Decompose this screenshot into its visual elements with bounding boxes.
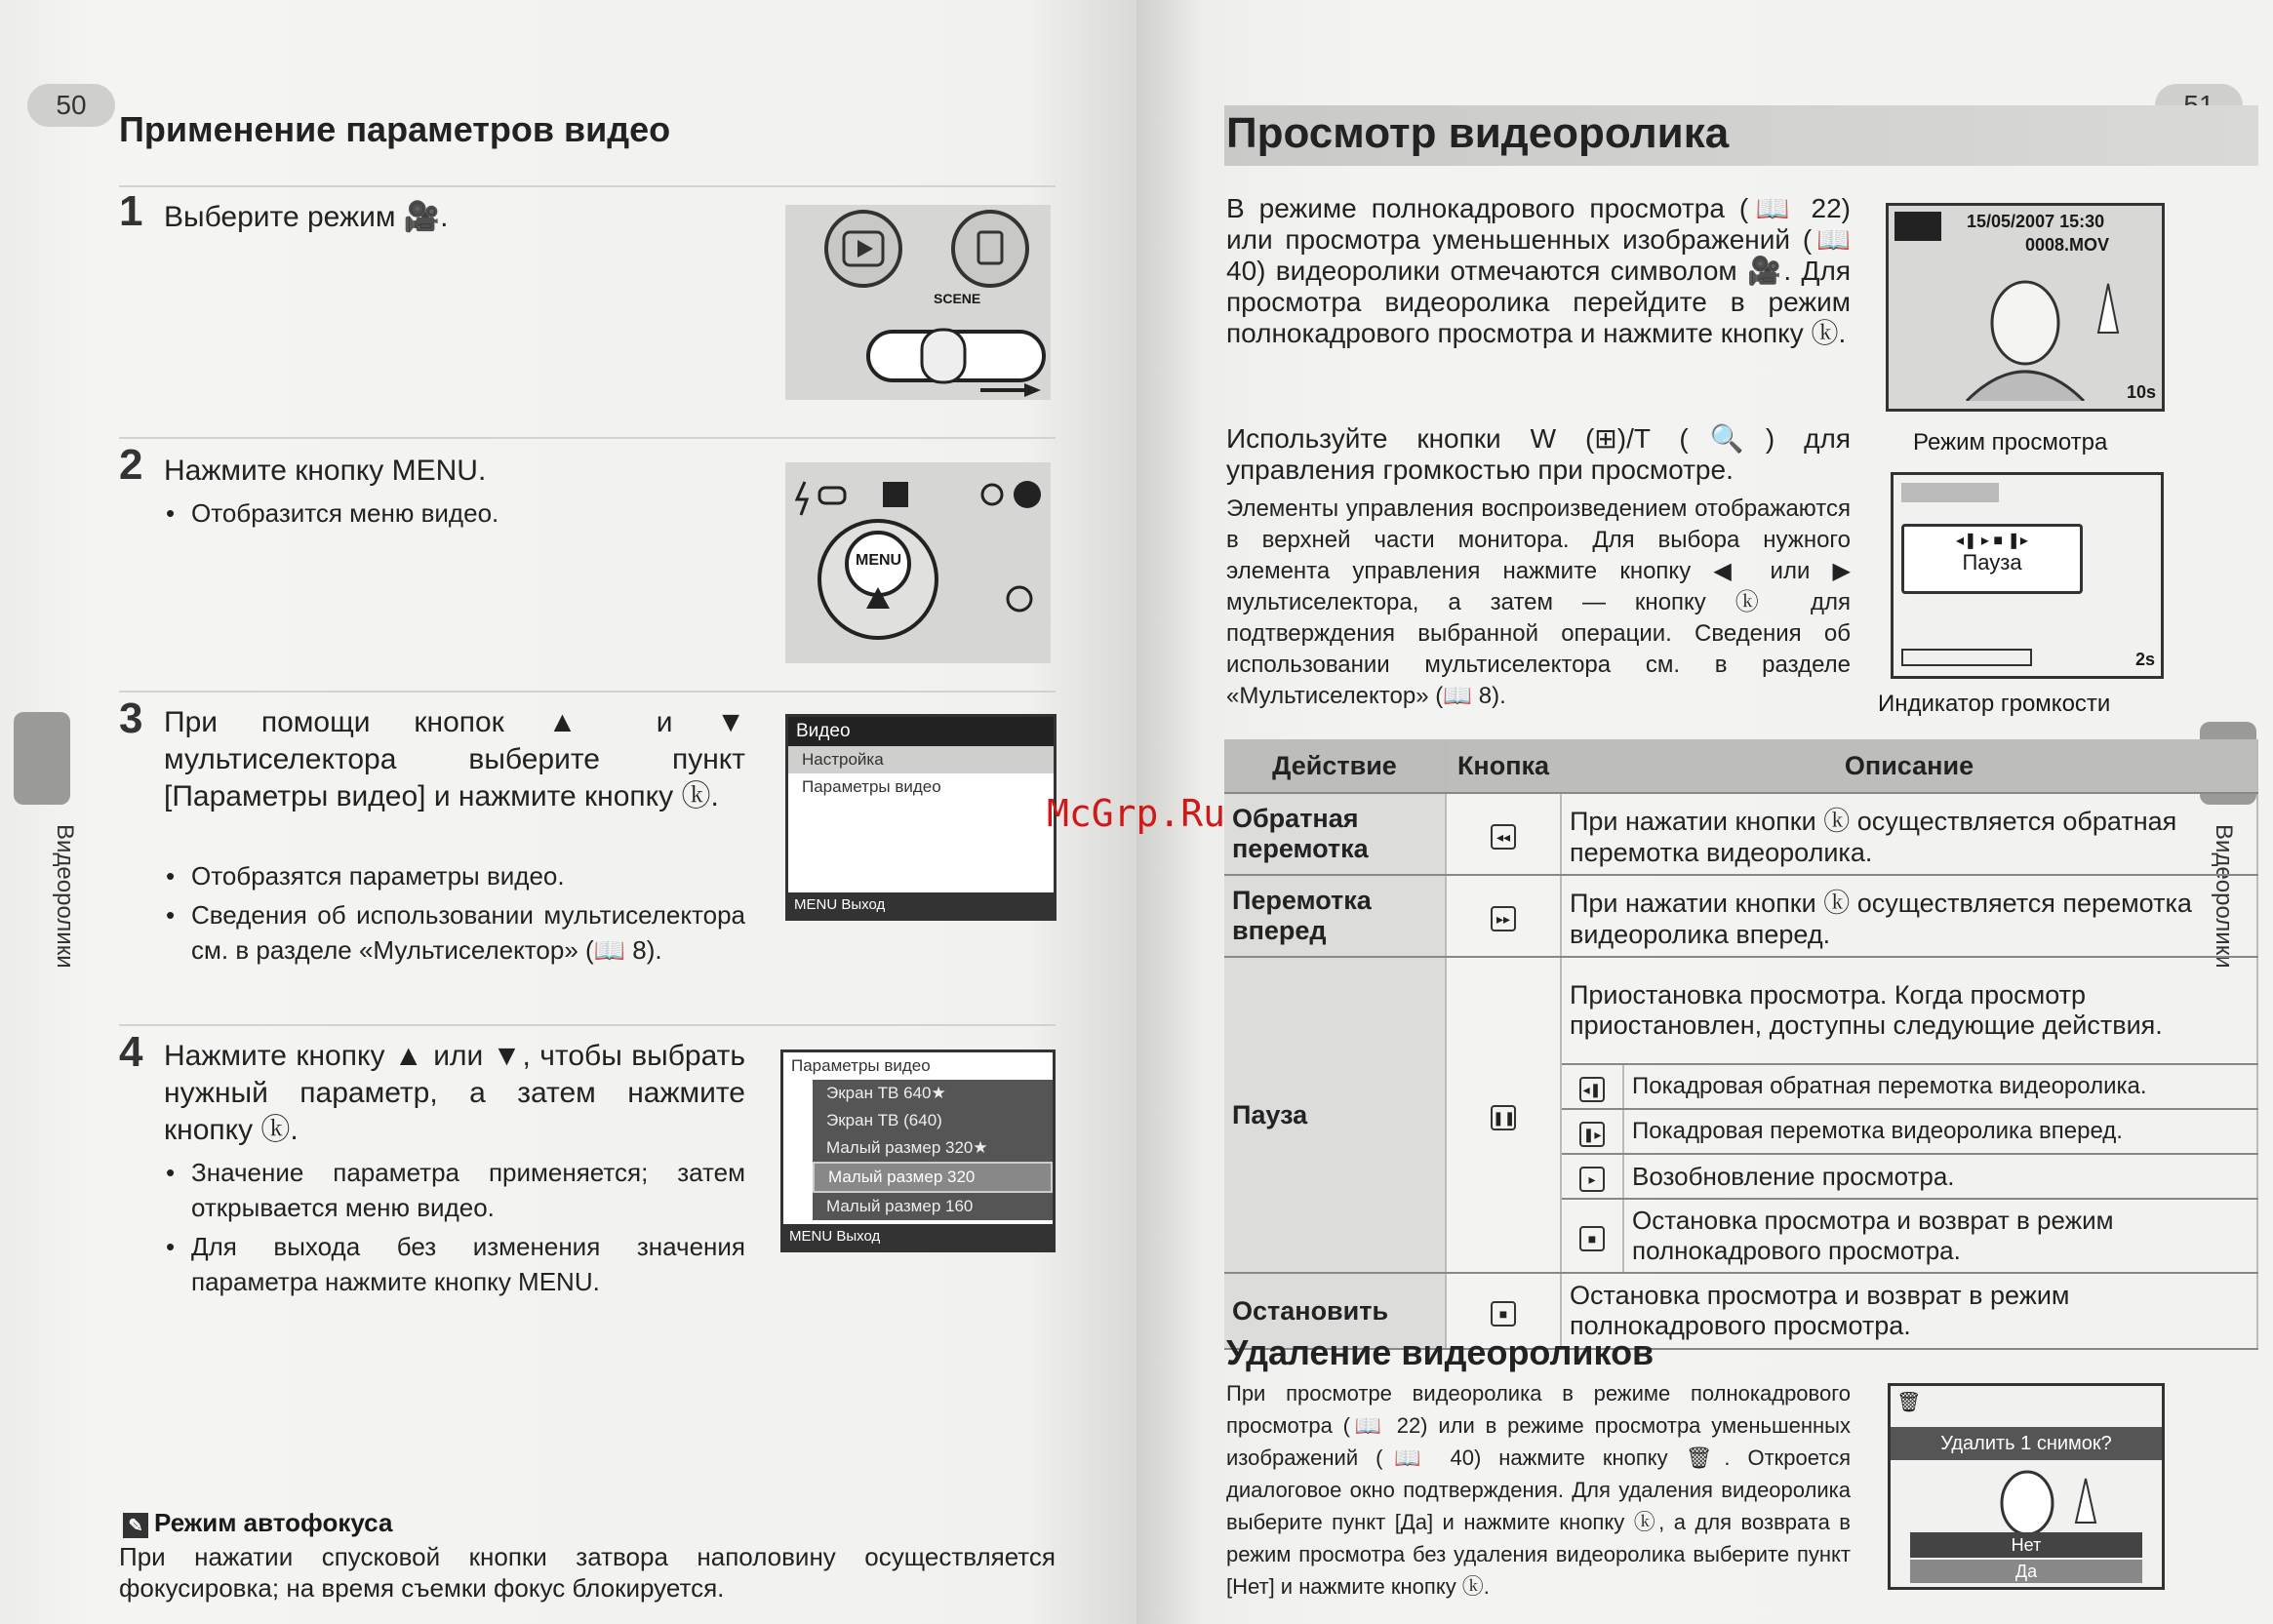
controls-paragraph: Элементы управления воспроизведением отображаются в верхней части монитора. Для выбора нужного элемента управления нажмите кнопку ◀ или ▶ мультиселектора, а затем — кнопку ⓚ для подтверждения выбранной операции. Сведения об использовании мультиселектора см. в разделе «Мультиселектор» (📖 8). [1226,495,1851,709]
pause-label: Пауза [1962,550,2022,574]
table-header: Описание [1561,739,2257,793]
frame-controls[interactable]: ◂❚ ▸ ■ ❚▸ [1956,533,2028,549]
delete-dialog-screen [1888,1383,2165,1590]
fast-forward-icon: ▸▸ [1491,906,1516,931]
divider [119,1024,1056,1026]
step-bullet: • Отобразится меню видео. [191,495,738,531]
frame-advance-icon: ❚▸ [1579,1122,1605,1147]
table-row [1224,875,2257,957]
page-number: 50 [27,84,115,127]
step-text: Выберите режим 🎥. [164,201,449,233]
divider [119,185,1056,187]
sub-action-text: Остановка просмотра и возврат в режим полнокадрового просмотра. [1623,1199,2257,1273]
delete-paragraph: При просмотре видеоролика в режиме полнокадрового просмотра (📖 22) или в режиме просмотра уменьшенных изображений (📖 40) нажмите кнопку 🗑. Откроется диалоговое окно подтверждения. Для удаления видеоролика выберите пункт [Да] и нажмите кнопку ⓚ, а для возврата в режим просмотра без удаления видеоролика выберите пункт [Нет] и нажмите кнопку ⓚ. [1226,1381,1851,1599]
screen-caption: Режим просмотра [1913,429,2108,456]
table-header: Кнопка [1446,739,1561,793]
camera-menu-illustration [785,462,1051,663]
page-title: Применение параметров видео [119,109,671,149]
page-title: Просмотр видеоролика [1226,109,1730,157]
step-number: 3 [119,694,143,742]
pause-screen [1891,472,2164,679]
step-text: Нажмите кнопку MENU. [164,455,487,487]
screen-date: 15/05/2007 15:30 [1967,212,2105,231]
intro-paragraph: В режиме полнокадрового просмотра (📖 22) или просмотра уменьшенных изображений (📖 40) видеоролики отмечаются символом 🎥. Для просмотра видеоролика перейдите в режим полнокадрового просмотра и нажмите кнопку ⓚ. [1226,193,1851,348]
trash-icon: 🗑 [1896,1392,1922,1413]
movie-icon [1894,212,1941,241]
step-bullet: • Сведения об использовании мультиселектора см. в разделе «Мультиселектор» (📖 8). [191,897,745,968]
portrait-image [1928,264,2123,401]
dialog-no-option[interactable]: Нет [1910,1532,2142,1558]
watermark: McGrp.Ru [1047,792,1226,835]
step-bullet: • Значение параметра применяется; затем открывается меню видео. [191,1155,745,1225]
sub-action-text: Возобновление просмотра. [1623,1154,2257,1199]
action-name: Перемотка вперед [1224,875,1446,957]
dialog-question: Удалить 1 снимок? [1891,1427,2162,1460]
step-number: 4 [119,1028,143,1076]
note-title [123,1508,392,1538]
menu-option[interactable]: Малый размер 320★ [813,1134,1053,1162]
scene-label: SCENE [934,291,981,306]
actions-table [1224,739,2258,1350]
pencil-icon: ✎ [123,1513,148,1538]
screen-filename: 0008.MOV [2025,235,2110,255]
menu-button-label: MENU [856,552,902,569]
action-description: Остановка просмотра и возврат в режим полнокадрового просмотра. [1561,1273,2257,1349]
menu-option-selected[interactable]: Малый размер 320 [813,1162,1053,1193]
step-bullet: • Отобразятся параметры видео. [191,858,745,893]
table-header: Действие [1224,739,1446,793]
action-name: Остановить [1224,1273,1446,1349]
step-number: 2 [119,441,143,489]
step-text: Нажмите кнопку ▲ или ▼, чтобы выбрать нужный параметр, а затем нажмите кнопку ⓚ. [164,1040,745,1146]
playback-screen [1886,203,2165,412]
step-bullet: • Для выхода без изменения значения параметра нажмите кнопку MENU. [191,1229,745,1299]
pause-icon: ❚❚ [1491,1105,1516,1130]
menu-option[interactable]: Экран ТВ (640) [813,1107,1053,1134]
sub-action-text: Покадровая обратная перемотка видеоролика. [1623,1064,2257,1109]
menu-title: Параметры видео [791,1056,931,1075]
stop-icon: ■ [1579,1226,1605,1251]
action-description: Приостановка просмотра. Когда просмотр приостановлен, доступны следующие действия. [1561,957,2257,1064]
step-number: 1 [119,187,143,235]
menu-item[interactable]: Параметры видео [802,777,941,796]
menu-footer: MENU Выход [783,1224,1053,1249]
portrait-image [1949,1464,2105,1542]
menu-option[interactable]: Экран ТВ 640★ [813,1080,1053,1107]
action-description: При нажатии кнопки ⓚ осуществляется перемотка видеоролика вперед. [1561,875,2257,957]
table-row [1224,793,2257,875]
action-name: Обратная перемотка [1224,793,1446,875]
menu-item[interactable]: Настройка [788,746,1054,773]
divider [119,437,1056,439]
control-bar[interactable] [1901,483,1999,502]
rewind-icon: ◂◂ [1491,824,1516,850]
table-row [1224,957,2257,1064]
pause-popup [1901,524,2083,594]
video-menu-screen [785,714,1057,921]
frame-rewind-icon: ◂❚ [1579,1077,1605,1102]
divider [119,691,1056,693]
side-tab-marker [14,712,70,805]
step-text: При помощи кнопок ▲ и ▼ мультиселектора выберите пункт [Параметры видео] и нажмите кнопку ⓚ. [164,706,745,812]
camera-mode-illustration [785,205,1051,400]
volume-paragraph: Используйте кнопки W (⊞)/T (🔍) для управления громкостью при просмотре. [1226,423,1851,485]
note-text: При нажатии спусковой кнопки затвора наполовину осуществляется фокусировка; на время съемки фокус блокируется. [119,1542,1056,1603]
action-description: При нажатии кнопки ⓚ осуществляется обратная перемотка видеоролика. [1561,793,2257,875]
note-title-text: Режим автофокуса [154,1508,393,1537]
side-tab-label: Видеоролики [52,824,78,969]
volume-bar [1901,649,2032,666]
screen-time: 2s [2134,650,2155,669]
resume-icon: ▸ [1579,1167,1605,1192]
menu-footer: MENU Выход [788,892,1054,918]
screen-time: 10s [2126,382,2156,402]
dialog-yes-option[interactable]: Да [1910,1560,2142,1583]
menu-option[interactable]: Малый размер 160 [813,1193,1053,1220]
right-page [1136,0,2273,1624]
section-title: Удаление видеороликов [1226,1332,1655,1372]
volume-indicator-caption: Индикатор громкости [1878,691,2111,717]
sub-action-text: Покадровая перемотка видеоролика вперед. [1623,1109,2257,1154]
action-name: Пауза [1224,957,1446,1273]
video-options-screen [780,1050,1056,1252]
menu-title: Видео [788,717,1054,746]
stop-icon: ■ [1491,1301,1516,1327]
side-tab-label: Видеоролики [2211,824,2237,969]
left-page [0,0,1136,1624]
